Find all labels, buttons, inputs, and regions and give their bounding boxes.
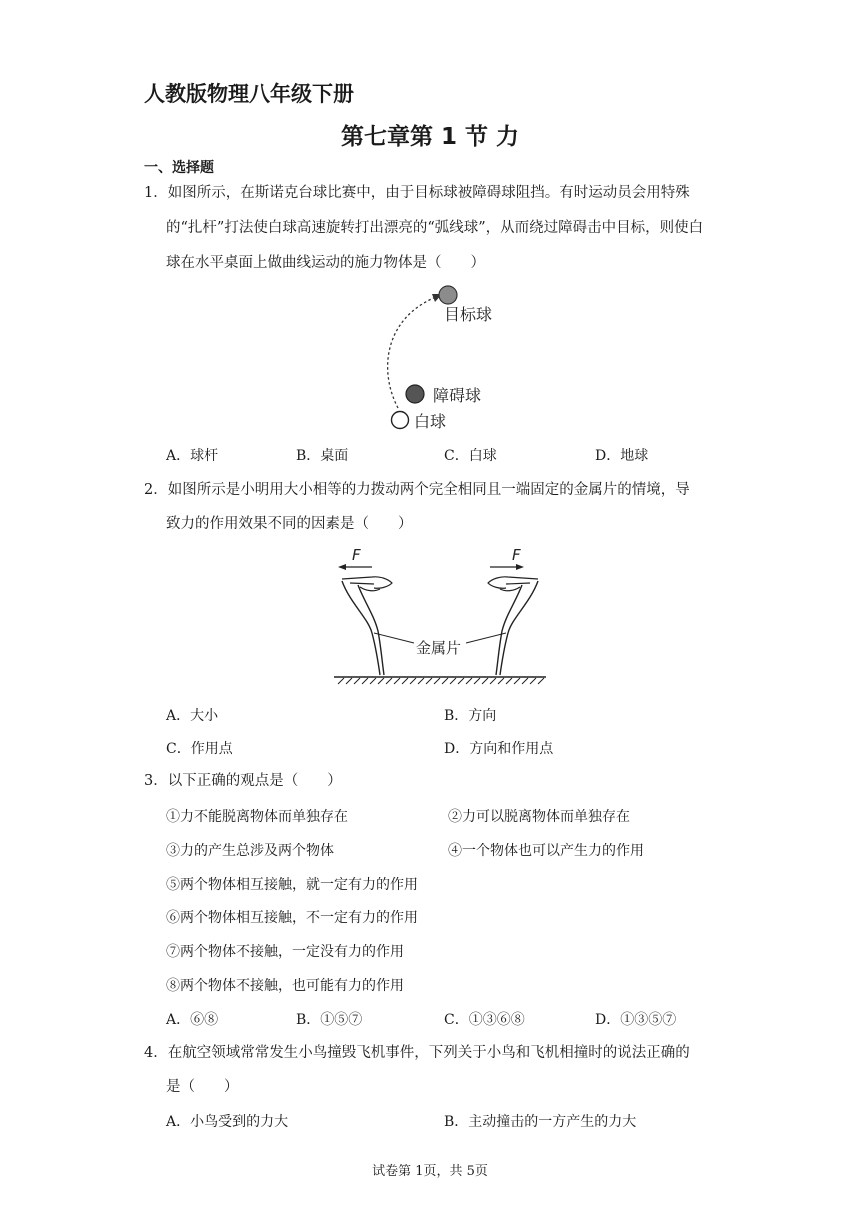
target-ball bbox=[439, 286, 457, 304]
q3-statement-2: ②力可以脱离物体而单独存在 bbox=[448, 809, 630, 825]
chapter-title: 第七章第 1 节 力 bbox=[340, 124, 520, 150]
page-footer: 试卷第 1页，共 5页 bbox=[372, 1164, 488, 1179]
cue-ball-label: 白球 bbox=[414, 412, 447, 431]
ground-hatching bbox=[338, 678, 544, 684]
cue-ball bbox=[392, 412, 409, 429]
right-metal-strip bbox=[496, 581, 538, 675]
q2-option-b: B．方向 bbox=[444, 708, 497, 724]
q1-option-c: C．白球 bbox=[444, 448, 497, 464]
q2-metal-strip-figure bbox=[330, 543, 550, 688]
metal-strip-label: 金属片 bbox=[416, 639, 462, 657]
q2-option-a: A．大小 bbox=[166, 708, 219, 724]
right-hand-icon bbox=[488, 577, 538, 591]
target-ball-label: 目标球 bbox=[444, 305, 493, 324]
q1-stem-line3: 球在水平桌面上做曲线运动的施力物体是（ ） bbox=[166, 255, 485, 271]
q1-option-a: A．球杆 bbox=[166, 448, 219, 464]
q3-option-a: A．⑥⑧ bbox=[166, 1012, 219, 1028]
q3-statement-7: ⑦两个物体不接触，一定没有力的作用 bbox=[166, 944, 404, 960]
document-title: 人教版物理八年级下册 bbox=[144, 82, 354, 106]
q1-option-d: D．地球 bbox=[595, 448, 649, 464]
q3-statement-3: ③力的产生总涉及两个物体 bbox=[166, 843, 334, 859]
q3-stem: 3．以下正确的观点是（ ） bbox=[144, 773, 342, 789]
force-label-right: F bbox=[512, 546, 521, 564]
q1-snooker-figure bbox=[370, 280, 520, 435]
q4-option-a: A．小鸟受到的力大 bbox=[166, 1114, 289, 1130]
q3-statement-4: ④一个物体也可以产生力的作用 bbox=[448, 843, 644, 859]
right-force-arrow-icon bbox=[516, 564, 524, 570]
q3-statement-6: ⑥两个物体相互接触，不一定有力的作用 bbox=[166, 910, 418, 926]
q1-stem-line1: 1．如图所示，在斯诺克台球比赛中，由于目标球被障碍球阻挡。有时运动员会用特殊 bbox=[144, 185, 690, 201]
q1-stem-line2: 的“扎杆”打法使白球高速旋转打出漂亮的“弧线球”，从而绕过障碍击中目标，则使白 bbox=[166, 220, 704, 236]
q4-stem-line2: 是（ ） bbox=[166, 1079, 239, 1095]
q4-option-b: B．主动撞击的一方产生的力大 bbox=[444, 1114, 637, 1130]
q2-stem-line2: 致力的作用效果不同的因素是（ ） bbox=[166, 516, 413, 532]
obstacle-ball-label: 障碍球 bbox=[433, 386, 482, 405]
q2-option-c: C．作用点 bbox=[166, 741, 233, 757]
q3-option-d: D．①③⑤⑦ bbox=[595, 1012, 677, 1028]
left-force-arrow-icon bbox=[338, 564, 346, 570]
left-hand-icon bbox=[342, 577, 392, 591]
q3-statement-5: ⑤两个物体相互接触，就一定有力的作用 bbox=[166, 877, 418, 893]
q3-option-c: C．①③⑥⑧ bbox=[444, 1012, 525, 1028]
q1-option-b: B．桌面 bbox=[296, 448, 349, 464]
section-heading: 一、选择题 bbox=[144, 160, 214, 176]
q4-stem-line1: 4．在航空领域常常发生小鸟撞毁飞机事件，下列关于小鸟和飞机相撞时的说法正确的 bbox=[144, 1045, 690, 1061]
obstacle-ball bbox=[406, 385, 424, 403]
q2-option-d: D．方向和作用点 bbox=[444, 741, 554, 757]
left-metal-strip bbox=[342, 581, 384, 675]
q2-stem-line1: 2．如图所示是小明用大小相等的力拨动两个完全相同且一端固定的金属片的情境，导 bbox=[144, 482, 690, 498]
force-label-left: F bbox=[352, 546, 361, 564]
q3-statement-1: ①力不能脱离物体而单独存在 bbox=[166, 809, 348, 825]
q3-option-b: B．①⑤⑦ bbox=[296, 1012, 363, 1028]
q3-statement-8: ⑧两个物体不接触，也可能有力的作用 bbox=[166, 978, 404, 994]
